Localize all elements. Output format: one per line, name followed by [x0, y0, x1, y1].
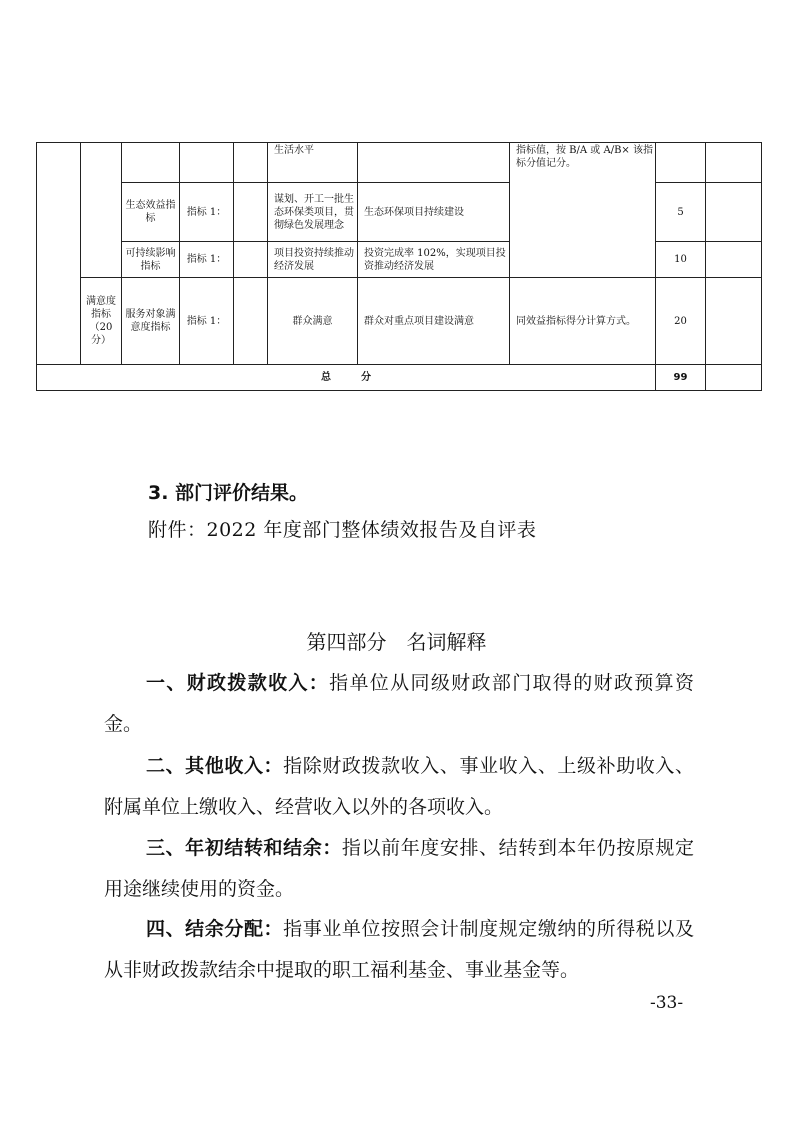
- table-cell: [706, 183, 762, 242]
- table-row: [37, 365, 762, 391]
- table-row: [37, 143, 762, 183]
- table-cell: 指标 1：: [180, 278, 234, 365]
- definition-paragraph: [104, 746, 694, 828]
- table-cell: 生活水平: [268, 143, 358, 183]
- table-cell: [37, 143, 81, 365]
- table-cell: 服务对象满意度指标: [122, 278, 180, 365]
- table-cell: [234, 242, 268, 278]
- total-label: 总 分: [37, 365, 656, 391]
- definition-text: 指除财政拨款收入、事业收入、上级补助收入、附属单位上缴收入、经营收入以外的各项收入。: [104, 755, 694, 818]
- table-cell: 同效益指标得分计算方式。: [510, 278, 656, 365]
- part-title: 第四部分 名词解释: [306, 630, 487, 654]
- table-cell: [358, 143, 510, 183]
- definition-text: 指事业单位按照会计制度规定缴纳的所得税以及从非财政拨款结余中提取的职工福利基金、事业基金等。: [104, 918, 694, 981]
- score-cell: 10: [656, 242, 706, 278]
- attachment-note: 附件：2022 年度部门整体绩效报告及自评表: [148, 519, 537, 541]
- table-cell: [706, 242, 762, 278]
- scoring-method-cell: 指标值，按 B/A 或 A/B× 该指标分值记分。: [510, 143, 656, 278]
- definition-paragraph: [104, 828, 694, 910]
- table-cell: 可持续影响指标: [122, 242, 180, 278]
- definition-paragraph: [104, 909, 694, 991]
- table-row: [37, 278, 762, 365]
- table-cell: [234, 183, 268, 242]
- table-cell: [234, 143, 268, 183]
- table-cell: 群众满意: [268, 278, 358, 365]
- definition-term: 一、财政拨款收入：: [146, 672, 330, 694]
- table-cell: [706, 143, 762, 183]
- definition-term: 四、结余分配：: [146, 918, 284, 940]
- definition-text: 指单位从同级财政部门取得的财政预算资金。: [104, 672, 694, 735]
- definition-term: 二、其他收入：: [146, 755, 284, 777]
- definition-paragraph: [104, 663, 694, 745]
- section-heading: 3. 部门评价结果。: [148, 482, 309, 504]
- table-cell: 生态效益指标: [122, 183, 180, 242]
- table-cell: 指标 1：: [180, 242, 234, 278]
- table-cell: [81, 143, 122, 278]
- definition-term: 三、年初结转和结余：: [146, 837, 342, 859]
- definition-text: 指以前年度安排、结转到本年仍按原规定用途继续使用的资金。: [104, 837, 694, 900]
- table-cell: 生态环保项目持续建设: [358, 183, 510, 242]
- table-cell: 项目投资持续推动经济发展: [268, 242, 358, 278]
- table-cell: [180, 143, 234, 183]
- table-cell: [706, 365, 762, 391]
- table-cell: 群众对重点项目建设满意: [358, 278, 510, 365]
- table-cell: 指标 1：: [180, 183, 234, 242]
- table-cell: 谋划、开工一批生态环保类项目，贯彻绿色发展理念: [268, 183, 358, 242]
- page-number: -33-: [650, 993, 684, 1013]
- table-cell: 满意度指标（20分）: [81, 278, 122, 365]
- table-cell: [656, 143, 706, 183]
- total-score: 99: [656, 365, 706, 391]
- table-cell: [706, 278, 762, 365]
- score-cell: 20: [656, 278, 706, 365]
- table-cell: 投资完成率 102%，实现项目投资推动经济发展: [358, 242, 510, 278]
- performance-table: [36, 142, 762, 391]
- table-cell: [122, 143, 180, 183]
- score-cell: 5: [656, 183, 706, 242]
- table-cell: [234, 278, 268, 365]
